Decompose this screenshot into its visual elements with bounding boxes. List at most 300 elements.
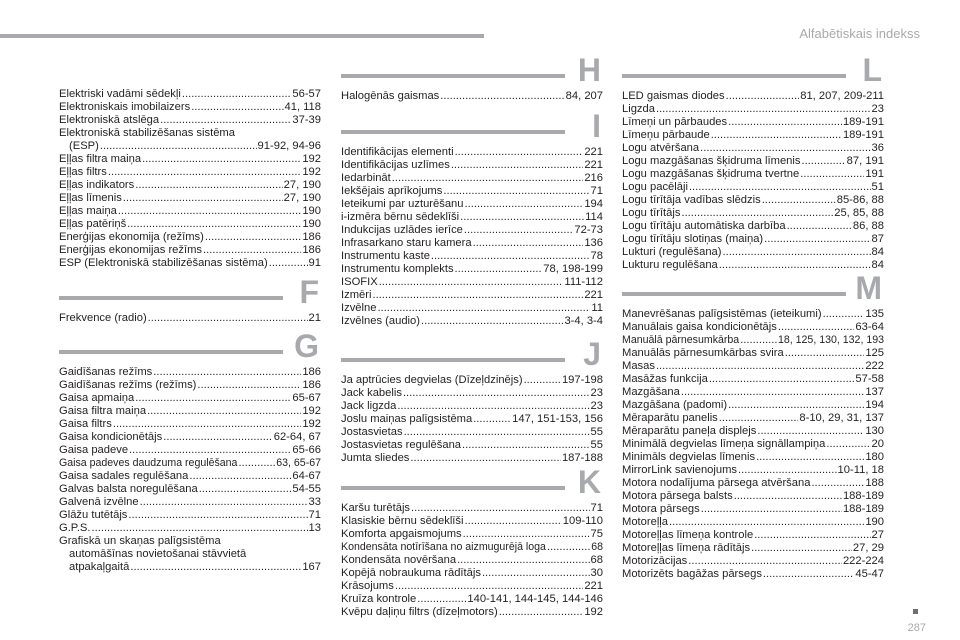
entry-list (341, 146, 603, 328)
dot-leader (524, 374, 561, 387)
index-entry (59, 483, 321, 496)
index-entry (341, 554, 603, 567)
dot-leader (482, 567, 590, 580)
dot-leader (238, 457, 275, 470)
section-letter: F (299, 274, 319, 310)
entry-pages: 65-66 (292, 444, 321, 456)
index-section-k (341, 464, 603, 619)
entry-term: Minimāls degvielas līmenis (622, 451, 756, 463)
dot-leader (135, 179, 282, 192)
entry-pages: 71 (308, 509, 321, 521)
dot-leader (118, 205, 302, 218)
index-entry (341, 237, 603, 250)
index-entry (622, 194, 884, 207)
entry-term: Motora pārsegs (622, 503, 700, 515)
entry-term: Manuālā pārnesumkārba (622, 334, 740, 346)
entry-pages: 23 (590, 400, 603, 412)
entry-term: LED gaismas diodes (622, 90, 725, 102)
index-entry (341, 159, 603, 172)
section-rule (622, 74, 846, 78)
section-letter: K (577, 464, 601, 500)
index-entry (341, 413, 603, 426)
dot-leader (719, 412, 799, 425)
entry-pages: 221 (584, 146, 603, 158)
dot-leader (431, 250, 590, 263)
entry-term: Indukcijas uzlādes ierīce (341, 224, 463, 236)
dot-leader (142, 153, 301, 166)
index-entry (59, 218, 321, 231)
entry-term: Kruīza kontrole (341, 593, 417, 605)
index-entry (59, 114, 321, 127)
section-header (341, 108, 603, 144)
section-header (341, 52, 603, 88)
index-entry (59, 418, 321, 431)
dot-leader (377, 302, 590, 315)
index-entry (59, 231, 321, 244)
entry-pages: 186 (302, 244, 321, 256)
entry-pages: 30 (590, 567, 603, 579)
entry-pages: 3-4, 3-4 (564, 315, 603, 327)
dot-leader (785, 347, 865, 360)
index-entry (59, 127, 321, 140)
entry-term: Ligzda (622, 103, 655, 115)
entry-term: Kondensāta notīrīšana no aizmugurējā loga (341, 541, 546, 553)
entry-pages: 87 (871, 233, 884, 245)
entry-term: Karšu turētājs (341, 502, 411, 514)
dot-leader (451, 159, 584, 172)
index-entry (622, 308, 884, 321)
entry-term: Instrumentu kaste (341, 250, 430, 262)
index-entry (341, 400, 603, 413)
dot-leader (455, 146, 584, 159)
entry-term: Enerģijas ekonomija (režīms) (59, 231, 204, 243)
entry-pages: 197-198 (561, 374, 603, 386)
index-entry (59, 457, 321, 470)
entry-term: Logu pacēlāji (622, 181, 688, 193)
entry-pages: 64-67 (292, 470, 321, 482)
index-entry (59, 496, 321, 509)
dot-leader (669, 516, 864, 529)
entry-term: Logu tīrītāju slotiņas (maiņa) (622, 233, 764, 245)
section-header (341, 336, 603, 372)
dot-leader (465, 515, 562, 528)
index-entry (341, 606, 603, 619)
entry-pages: 27, 190 (283, 179, 321, 191)
entry-pages: 87, 191 (846, 155, 884, 167)
entry-pages: 192 (302, 153, 321, 165)
entry-pages: 84 (871, 246, 884, 258)
dot-leader (757, 425, 864, 438)
entry-pages: 72-73 (574, 224, 603, 236)
entry-pages: 10-11, 18 (837, 464, 884, 476)
entry-pages: 136 (584, 237, 603, 249)
entry-term: Iedarbināt (341, 172, 391, 184)
entry-term: Logu atvēršana (622, 142, 700, 154)
entry-pages: 188-189 (842, 490, 884, 502)
dot-leader (128, 509, 307, 522)
entry-pages: 140-141, 144-145, 144-146 (467, 593, 603, 605)
dot-leader (392, 172, 584, 185)
dot-leader (148, 312, 308, 325)
index-entry (341, 567, 603, 580)
section-rule (59, 296, 283, 300)
section-rule (622, 292, 846, 296)
dot-leader (762, 194, 836, 207)
entry-pages: 190 (302, 205, 321, 217)
index-entry (622, 503, 884, 516)
entry-term: Frekvence (radio) (59, 312, 147, 324)
index-entry (59, 548, 321, 561)
entry-pages: 192 (584, 606, 603, 618)
entry-pages: 68 (590, 554, 603, 566)
dot-leader (473, 237, 584, 250)
dot-leader (701, 503, 842, 516)
section-letter: G (294, 328, 319, 364)
index-entry (622, 142, 884, 155)
entry-pages: 27, 190 (283, 192, 321, 204)
entry-term: Joslu maiņas palīgsistēma (341, 413, 473, 425)
entry-term: Gaisa padeves daudzuma regulēšana (59, 457, 238, 469)
dot-leader (681, 386, 864, 399)
entry-list (622, 308, 884, 581)
index-entry (59, 312, 321, 325)
index-entry (622, 529, 884, 542)
dot-leader (203, 244, 301, 257)
dot-leader (711, 129, 842, 142)
dot-leader (734, 490, 842, 503)
index-entry (622, 207, 884, 220)
entry-term: Infrasarkano staru kamera (341, 237, 472, 249)
entry-pages: 125 (865, 347, 884, 359)
dot-leader (463, 528, 590, 541)
entry-term: Manuālās pārnesumkārbas svira (622, 347, 784, 359)
dot-leader (411, 502, 590, 515)
entry-term: Masāžas funkcija (622, 373, 708, 385)
index-entry (341, 374, 603, 387)
index-section-i (341, 108, 603, 328)
entry-term: Minimālā degvielas līmeņa signāllampiņa (622, 438, 826, 450)
entry-term: MirrorLink savienojums (622, 464, 738, 476)
entry-pages: 194 (865, 399, 884, 411)
index-section-g (59, 328, 321, 574)
entry-pages: 71 (590, 185, 603, 197)
entry-term: Motorizācijas (622, 555, 688, 567)
index-entry (622, 321, 884, 334)
dot-leader (823, 308, 865, 321)
dot-leader (751, 542, 852, 555)
entry-list (341, 374, 603, 465)
index-entry (59, 470, 321, 483)
index-section-e (59, 82, 321, 270)
index-entry (59, 153, 321, 166)
index-entry (341, 315, 603, 328)
entry-pages: 216 (584, 172, 603, 184)
entry-pages: 167 (302, 561, 321, 573)
entry-pages: 25, 85, 88 (834, 207, 884, 219)
entry-pages: 54-55 (292, 483, 321, 495)
index-entry (341, 426, 603, 439)
entry-pages: 130 (865, 425, 884, 437)
entry-pages: 190 (302, 218, 321, 230)
entry-pages: 20 (871, 438, 884, 450)
entry-term: Logu tīrītājs (622, 207, 681, 219)
entry-term: Kopējā nobraukuma rādītājs (341, 567, 481, 579)
entry-term: Gaisa filtrs (59, 418, 112, 430)
index-entry (341, 541, 603, 554)
index-section-f (59, 274, 321, 325)
entry-pages: 68 (591, 541, 603, 553)
dot-leader (473, 413, 511, 426)
entry-term: Logu tīrītāja vadības slēdzis (622, 194, 761, 206)
index-entry (622, 477, 884, 490)
dot-leader (379, 276, 564, 289)
index-entry (622, 155, 884, 168)
dot-leader (160, 114, 291, 127)
entry-pages: 78, 198-199 (543, 263, 603, 275)
index-entry (622, 373, 884, 386)
section-letter: L (862, 52, 882, 88)
entry-pages: 55 (590, 439, 603, 451)
entry-list (59, 312, 321, 325)
index-entry (59, 405, 321, 418)
entry-term: Logu tīrītāju automātiska darbība (622, 220, 786, 232)
dot-leader (92, 522, 308, 535)
section-header (622, 270, 884, 306)
dot-leader (129, 444, 291, 457)
entry-term: Elektroniskā stabilizēšanas sistēma (59, 127, 235, 139)
entry-term: Gaisa kondicionētājs (59, 431, 163, 443)
entry-pages: 189-191 (842, 129, 884, 141)
entry-term: Gaidīšanas režīms (režīms) (59, 379, 197, 391)
section-rule (341, 74, 565, 78)
entry-term: Elektroniskā atslēga (59, 114, 160, 126)
entry-term: Elektriski vadāmi sēdekļi (59, 88, 181, 100)
entry-term: Lukturu regulēšana (622, 259, 718, 271)
entry-pages: 221 (584, 289, 603, 301)
section-header (59, 274, 321, 310)
dot-leader (754, 529, 870, 542)
section-rule (59, 350, 283, 354)
entry-term: Līmeņu pārbaude (622, 129, 710, 141)
entry-term: Logu mazgāšanas šķidruma līmenis (622, 155, 801, 167)
entry-pages: 55 (590, 426, 603, 438)
dot-leader (740, 334, 777, 347)
entry-pages: 188-189 (842, 503, 884, 515)
entry-list (59, 88, 321, 270)
index-entry (622, 220, 884, 233)
entry-pages: 192 (302, 405, 321, 417)
dot-leader (397, 400, 589, 413)
page-marker-square (913, 609, 918, 614)
entry-term: (ESP) (69, 140, 99, 152)
entry-list (59, 366, 321, 574)
dot-leader (147, 405, 301, 418)
entry-term: Izvēlnes (audio) (341, 315, 420, 327)
entry-term: Motorizēts bagāžas pārsegs (622, 568, 762, 580)
entry-pages: 57-58 (855, 373, 884, 385)
dot-leader (269, 257, 308, 270)
dot-leader (464, 224, 573, 237)
entry-term: Galvenā izvēlne (59, 496, 139, 508)
section-header (59, 328, 321, 364)
dot-leader (113, 418, 301, 431)
entry-pages: 63-64 (855, 321, 884, 333)
section-letter: H (577, 52, 601, 88)
index-entry (341, 146, 603, 159)
index-entry (341, 198, 603, 211)
entry-term: Halogēnās gaismas (341, 90, 440, 102)
entry-pages: 188 (865, 477, 884, 489)
dot-leader (189, 470, 291, 483)
dot-leader (127, 218, 301, 231)
entry-term: Enerģijas ekonomijas režīms (59, 244, 203, 256)
dot-leader (728, 116, 842, 129)
dot-leader (372, 289, 583, 302)
dot-leader (547, 541, 590, 554)
entry-pages: 75 (590, 528, 603, 540)
entry-term: Manevrēšanas palīgsistēmas (ieteikumi) (622, 308, 822, 320)
entry-pages: 186 (302, 231, 321, 243)
index-entry (622, 129, 884, 142)
entry-pages: 84, 207 (565, 90, 603, 102)
entry-pages: 222-224 (842, 555, 884, 567)
dot-leader (738, 464, 837, 477)
entry-term: Mazgāšana (padomi) (622, 399, 728, 411)
dot-leader (205, 231, 301, 244)
index-entry (59, 379, 321, 392)
dot-leader (191, 101, 283, 114)
index-entry (622, 168, 884, 181)
index-entry (622, 438, 884, 451)
dot-leader (800, 168, 864, 181)
entry-term: Eļļas patēriņš (59, 218, 127, 230)
section-letter: M (855, 270, 882, 306)
entry-term: Kondensāta novēršana (341, 554, 457, 566)
entry-term: Izvēlne (341, 302, 377, 314)
index-entry (622, 103, 884, 116)
entry-pages: 81, 207, 209-211 (800, 90, 884, 102)
entry-term: Identifikācijas elementi (341, 146, 454, 158)
entry-pages: 27, 29 (852, 542, 884, 554)
dot-leader (689, 181, 871, 194)
entry-term: Jumta sliedes (341, 452, 410, 464)
dot-leader (163, 431, 272, 444)
entry-term: Jostasvietas regulēšana (341, 439, 462, 451)
index-entry (341, 263, 603, 276)
entry-pages: 186 (302, 366, 321, 378)
entry-pages: 221 (584, 580, 603, 592)
entry-term: Gaisa apmaiņa (59, 392, 135, 404)
entry-term: Ieteikumi par uzturēšanu (341, 198, 464, 210)
dot-leader (723, 246, 871, 259)
index-entry (622, 451, 884, 464)
entry-term: Elektroniskais imobilaizers (59, 101, 191, 113)
dot-leader (787, 220, 852, 233)
entry-term: Motora nodalījuma pārsega atvēršana (622, 477, 811, 489)
index-entry (622, 464, 884, 477)
entry-pages: 191 (865, 168, 884, 180)
index-entry (622, 181, 884, 194)
dot-leader (726, 90, 800, 103)
entry-term: Jack ligzda (341, 400, 397, 412)
entry-pages: 192 (302, 418, 321, 430)
entry-pages: 62-64, 67 (273, 431, 321, 443)
entry-term: i-izmēra bērnu sēdeklīši (341, 211, 460, 223)
entry-term: Klasiskie bērnu sēdeklīši (341, 515, 464, 527)
dot-leader (395, 580, 583, 593)
index-entry (622, 347, 884, 360)
entry-pages: 27 (871, 529, 884, 541)
entry-pages: 135 (865, 308, 884, 320)
index-entry (59, 431, 321, 444)
entry-pages: 13 (308, 522, 321, 534)
entry-pages: 180 (865, 451, 884, 463)
entry-pages: 11 (591, 302, 603, 314)
dot-leader (700, 142, 870, 155)
entry-pages: 78 (590, 250, 603, 262)
entry-list (622, 90, 884, 272)
index-entry (622, 246, 884, 259)
entry-pages: 63, 65-67 (276, 457, 321, 469)
index-entry (59, 244, 321, 257)
entry-term: Gaisa padeve (59, 444, 129, 456)
dot-leader (460, 211, 584, 224)
entry-pages: 56-57 (292, 88, 321, 100)
dot-leader (656, 103, 871, 116)
index-entry (59, 179, 321, 192)
dot-leader (826, 438, 870, 451)
entry-pages: 111-112 (564, 276, 603, 288)
section-letter: I (592, 108, 601, 144)
entry-term: Motoreļļas līmeņa kontrole (622, 529, 754, 541)
dot-leader (421, 315, 563, 328)
index-entry (622, 542, 884, 555)
index-section-l (622, 52, 884, 272)
index-entry (341, 250, 603, 263)
index-entry (622, 555, 884, 568)
index-entry (622, 90, 884, 103)
index-entry (59, 192, 321, 205)
entry-pages: 187-188 (561, 452, 603, 464)
entry-term: Instrumentu komplekts (341, 263, 454, 275)
index-entry (59, 392, 321, 405)
entry-pages: 91 (308, 257, 321, 269)
index-entry (59, 205, 321, 218)
entry-term: Mēraparātu panelis (622, 412, 718, 424)
entry-term: Eļļas līmenis (59, 192, 122, 204)
entry-pages: 41, 118 (284, 101, 321, 113)
entry-term: Grafiskā un skaņas palīgsistēma (59, 535, 221, 547)
entry-term: Gaisa sadales regulēšana (59, 470, 189, 482)
index-entry (622, 568, 884, 581)
dot-leader (457, 554, 589, 567)
entry-term: Motora pārsega balsts (622, 490, 733, 502)
dot-leader (778, 321, 855, 334)
dot-leader (182, 88, 292, 101)
dot-leader (811, 477, 864, 490)
entry-term: Eļļas maiņa (59, 205, 117, 217)
dot-leader (100, 140, 257, 153)
index-entry (622, 116, 884, 129)
index-section-m (622, 270, 884, 581)
index-entry (622, 399, 884, 412)
index-section-j (341, 336, 603, 465)
entry-term: Izmēri (341, 289, 372, 301)
index-entry (622, 360, 884, 373)
entry-pages: 37-39 (292, 114, 321, 126)
entry-term: Līmeņi un pārbaudes (622, 116, 728, 128)
dot-leader (130, 561, 301, 574)
